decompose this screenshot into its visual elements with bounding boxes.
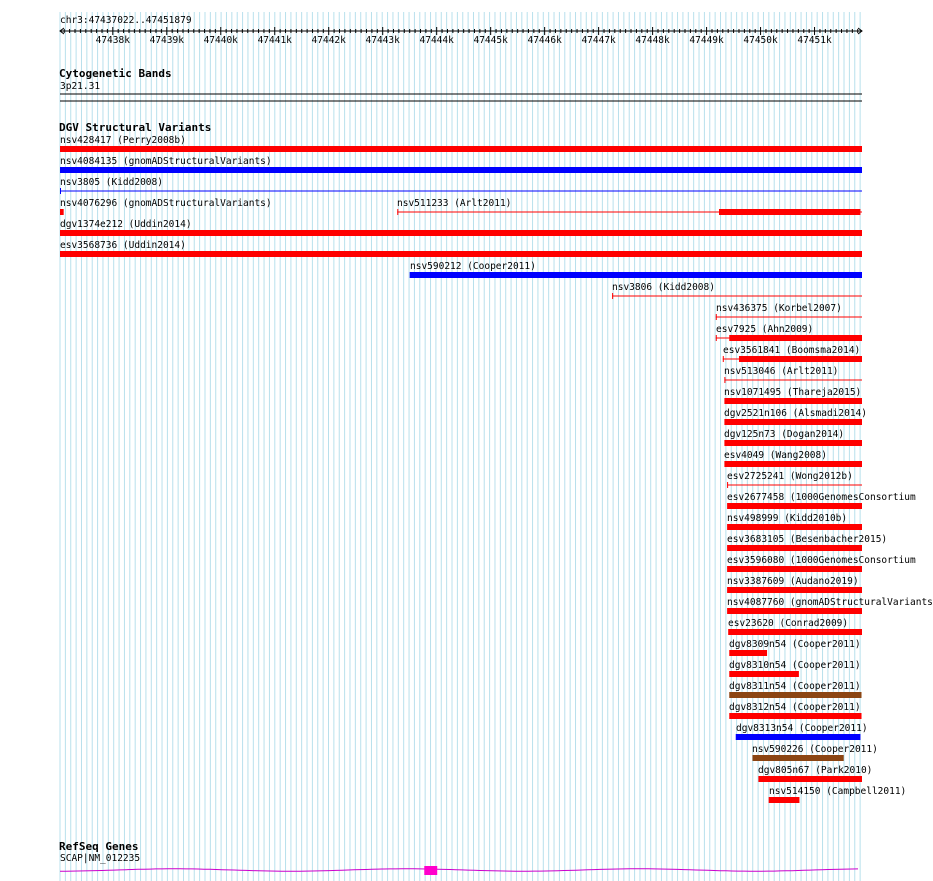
dgv-feature-bar[interactable] xyxy=(758,776,862,782)
dgv-feature-label[interactable]: dgv8311n54 (Cooper2011) xyxy=(729,681,861,692)
dgv-feature-label[interactable]: nsv498999 (Kidd2010b) xyxy=(727,513,848,524)
dgv-feature-bar[interactable] xyxy=(724,440,862,446)
dgv-feature-label[interactable]: esv3561841 (Boomsma2014) xyxy=(723,345,861,356)
dgv-feature-label[interactable]: esv3568736 (Uddin2014) xyxy=(60,240,186,251)
dgv-feature-bar[interactable] xyxy=(719,209,860,215)
dgv-feature-label[interactable]: dgv1374e212 (Uddin2014) xyxy=(60,219,192,230)
dgv-feature-bar[interactable] xyxy=(752,755,843,761)
ruler-tick-label: 47448k xyxy=(635,35,670,46)
dgv-feature-label[interactable]: esv4049 (Wang2008) xyxy=(724,450,827,461)
refseq-gene-intron[interactable] xyxy=(60,869,858,871)
dgv-feature-label[interactable]: dgv8309n54 (Cooper2011) xyxy=(729,639,861,650)
dgv-feature-bar[interactable] xyxy=(724,461,862,467)
dgv-feature-bar[interactable] xyxy=(727,524,862,530)
dgv-feature-bar[interactable] xyxy=(736,734,861,740)
dgv-feature-label[interactable]: nsv4084135 (gnomADStructuralVariants) xyxy=(60,156,272,167)
ruler-region-label: chr3:47437022..47451879 xyxy=(60,15,192,26)
ruler-tick-label: 47441k xyxy=(257,35,292,46)
dgv-feature-label[interactable]: esv3683105 (Besenbacher2015) xyxy=(727,534,888,545)
dgv-feature-bar[interactable] xyxy=(727,503,862,509)
ruler-tick-label: 47442k xyxy=(311,35,346,46)
dgv-feature-label[interactable]: nsv590226 (Cooper2011) xyxy=(752,744,878,755)
dgv-feature-label[interactable]: nsv513046 (Arlt2011) xyxy=(724,366,839,377)
dgv-feature-label[interactable]: dgv8312n54 (Cooper2011) xyxy=(729,702,861,713)
ruler-tick-label: 47446k xyxy=(527,35,562,46)
dgv-feature-bar[interactable] xyxy=(727,608,862,614)
cytoband-track-title[interactable]: Cytogenetic Bands xyxy=(59,67,172,80)
dgv-feature-label[interactable]: nsv428417 (Perry2008b) xyxy=(60,135,186,146)
dgv-feature-bar[interactable] xyxy=(727,587,862,593)
ruler-tick-label: 47444k xyxy=(419,35,454,46)
dgv-feature-bar[interactable] xyxy=(60,209,64,215)
cytoband-label: 3p21.31 xyxy=(60,81,101,92)
ruler-tick-label: 47449k xyxy=(689,35,724,46)
ruler-tick-label: 47451k xyxy=(797,35,832,46)
refseq-track-title[interactable]: RefSeq Genes xyxy=(59,840,139,853)
ruler-tick-label: 47439k xyxy=(149,35,184,46)
dgv-feature-label[interactable]: dgv805n67 (Park2010) xyxy=(758,765,873,776)
dgv-feature-label[interactable]: dgv8313n54 (Cooper2011) xyxy=(736,723,868,734)
dgv-feature-bar[interactable] xyxy=(724,419,862,425)
dgv-feature-bar[interactable] xyxy=(769,797,800,803)
dgv-feature-label[interactable]: nsv3387609 (Audano2019) xyxy=(727,576,859,587)
refseq-gene-exon[interactable] xyxy=(424,866,437,875)
dgv-feature-label[interactable]: esv3596080 (1000GenomesConsortium xyxy=(727,555,916,566)
dgv-feature-bar[interactable] xyxy=(729,335,862,341)
dgv-feature-label[interactable]: nsv4076296 (gnomADStructuralVariants) xyxy=(60,198,272,209)
dgv-feature-bar[interactable] xyxy=(739,356,862,362)
dgv-feature-bar[interactable] xyxy=(729,713,861,719)
dgv-feature-label[interactable]: nsv511233 (Arlt2011) xyxy=(397,198,512,209)
dgv-feature-label[interactable]: nsv4087760 (gnomADStructuralVariants xyxy=(727,597,933,608)
dgv-track-title[interactable]: DGV Structural Variants xyxy=(59,121,212,134)
ruler-tick-label: 47438k xyxy=(95,35,130,46)
dgv-feature-label[interactable]: dgv2521n106 (Alsmadi2014) xyxy=(724,408,867,419)
dgv-feature-bar[interactable] xyxy=(728,629,862,635)
dgv-feature-label[interactable]: dgv8310n54 (Cooper2011) xyxy=(729,660,861,671)
dgv-feature-label[interactable]: nsv1071495 (Thareja2015) xyxy=(724,387,862,398)
dgv-feature-bar[interactable] xyxy=(60,167,862,173)
ruler-tick-label: 47445k xyxy=(473,35,508,46)
dgv-feature-bar[interactable] xyxy=(60,146,862,152)
dgv-feature-label[interactable]: esv2677458 (1000GenomesConsortium xyxy=(727,492,916,503)
dgv-feature-bar[interactable] xyxy=(60,251,862,257)
dgv-feature-bar[interactable] xyxy=(729,692,861,698)
dgv-feature-bar[interactable] xyxy=(729,650,767,656)
dgv-feature-bar[interactable] xyxy=(724,398,862,404)
dgv-feature-label[interactable]: esv23620 (Conrad2009) xyxy=(728,618,849,629)
dgv-feature-bar[interactable] xyxy=(727,545,862,551)
dgv-feature-label[interactable]: nsv3806 (Kidd2008) xyxy=(612,282,715,293)
ruler-tick-label: 47443k xyxy=(365,35,400,46)
ruler-tick-label: 47440k xyxy=(203,35,238,46)
dgv-feature-label[interactable]: nsv3805 (Kidd2008) xyxy=(60,177,163,188)
dgv-feature-label[interactable]: esv2725241 (Wong2012b) xyxy=(727,471,853,482)
dgv-feature-bar[interactable] xyxy=(410,272,862,278)
dgv-feature-bar[interactable] xyxy=(60,230,862,236)
dgv-feature-label[interactable]: dgv125n73 (Dogan2014) xyxy=(724,429,845,440)
dgv-feature-label[interactable]: nsv514150 (Campbell2011) xyxy=(769,786,907,797)
dgv-feature-label[interactable]: nsv436375 (Korbel2007) xyxy=(716,303,842,314)
ruler-tick-label: 47447k xyxy=(581,35,616,46)
ruler-tick-label: 47450k xyxy=(743,35,778,46)
dgv-feature-label[interactable]: nsv590212 (Cooper2011) xyxy=(410,261,536,272)
dgv-feature-label[interactable]: esv7925 (Ahn2009) xyxy=(716,324,814,335)
dgv-feature-bar[interactable] xyxy=(727,566,862,572)
refseq-gene-label[interactable]: SCAP|NM_012235 xyxy=(60,853,141,864)
dgv-feature-bar[interactable] xyxy=(729,671,799,677)
